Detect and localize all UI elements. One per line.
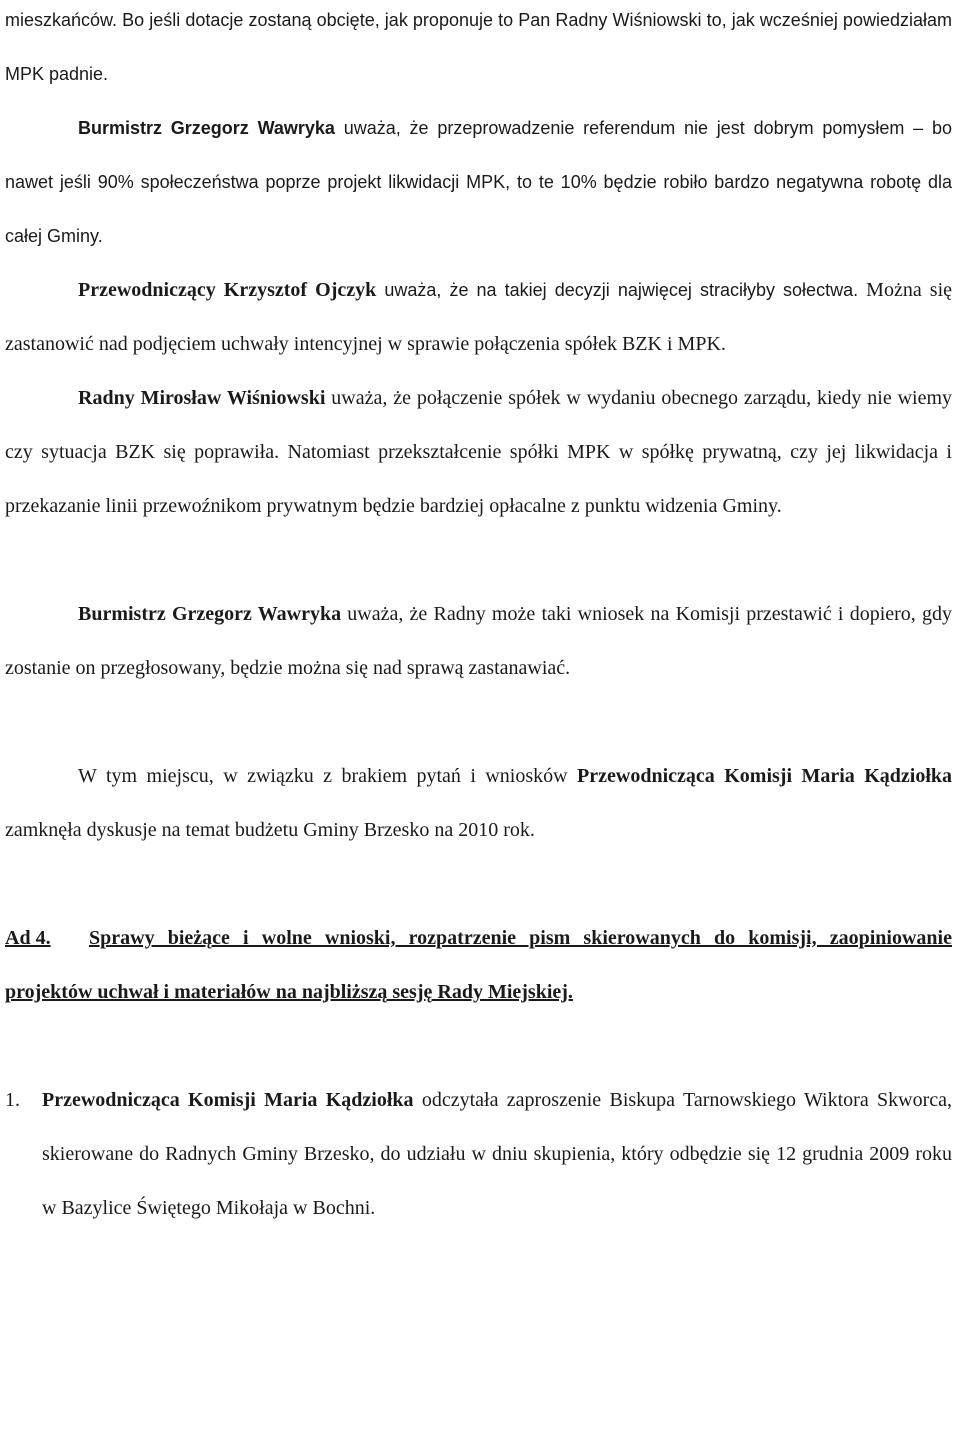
speaker-name: Radny Mirosław Wiśniowski xyxy=(78,387,326,409)
agenda-item-title: Sprawy bieżące i wolne wnioski, rozpatrzenie pism skierowanych do komisji, zaopiniowanie projektów uchwał i materiałów na najbliższą sesję Rady Miejskiej. xyxy=(5,927,952,1003)
speaker-name: Burmistrz Grzegorz Wawryka xyxy=(78,603,342,625)
speaker-name: Przewodnicząca Komisji Maria Kądziołka xyxy=(577,765,953,787)
paragraph-text: zamknęła dyskusje na temat budżetu Gminy Brzesko na 2010 rok. xyxy=(5,819,535,841)
paragraph-text: uważa, że połączenie spółek w wydaniu obecnego zarządu, kiedy nie wiemy czy sytuacja BZK się poprawiła. Natomiast przekształcenie spółki MPK w spółkę prywatną, czy jej likwidacja i przekazanie linii przewoźnikom prywatnym będzie bardziej opłacalne z punktu widzenia Gminy. xyxy=(5,387,953,517)
paragraph-zamkniecie-dyskusji xyxy=(5,749,952,857)
paragraph-continuation xyxy=(5,0,952,101)
paragraph-przewodniczacy-solectwa xyxy=(5,263,952,371)
paragraph-burmistrz-referendum xyxy=(5,101,952,263)
paragraph-text: Można się zastanowić nad podjęciem uchwały intencyjnej w sprawie połączenia spółek BZK i MPK. xyxy=(5,279,953,355)
paragraph-text: uważa, że Radny może taki wniosek na Komisji przestawić i dopiero, gdy zostanie on przegłosowany, będzie można się nad sprawą zastanawiać. xyxy=(5,603,952,679)
paragraph-text: W tym miejscu, w związku z brakiem pytań i wniosków xyxy=(78,765,578,787)
agenda-item-label: Ad 4. xyxy=(5,927,51,949)
speaker-name: Burmistrz Grzegorz Wawryka xyxy=(78,118,335,138)
paragraph-text: odczytała zaproszenie Biskupa Tarnowskiego Wiktora Skworca, skierowane do Radnych Gminy Brzesko, do udziału w dniu skupienia, który odbędzie się 12 grudnia 2009 roku w Bazylice Świętego Mikołaja w Bochni. xyxy=(42,1089,952,1219)
speaker-name: Przewodnicząca Komisji Maria Kądziołka xyxy=(42,1089,414,1111)
paragraph-radny-wisniowski xyxy=(5,371,952,533)
paragraph-text: uważa, że na takiej decyzji najwięcej straciłyby sołectwa. xyxy=(376,280,859,300)
numbered-item xyxy=(5,1073,952,1235)
paragraph-text: mieszkańców. Bo jeśli dotacje zostaną obcięte, jak proponuje to Pan Radny Wiśniowski to, jak wcześniej powiedziałam MPK padnie. xyxy=(5,10,952,84)
paragraph-text: uważa, że przeprowadzenie referendum nie jest dobrym pomysłem – bo nawet jeśli 90% społeczeństwa poprze projekt likwidacji MPK, to te 10% będzie robiło bardzo negatywna robotę dla całej Gminy. xyxy=(5,118,952,246)
speaker-name: Przewodniczący Krzysztof Ojczyk xyxy=(78,279,377,301)
paragraph-burmistrz-wniosek xyxy=(5,587,952,695)
agenda-item-heading xyxy=(5,911,952,1019)
item-number: 1. xyxy=(5,1089,20,1111)
